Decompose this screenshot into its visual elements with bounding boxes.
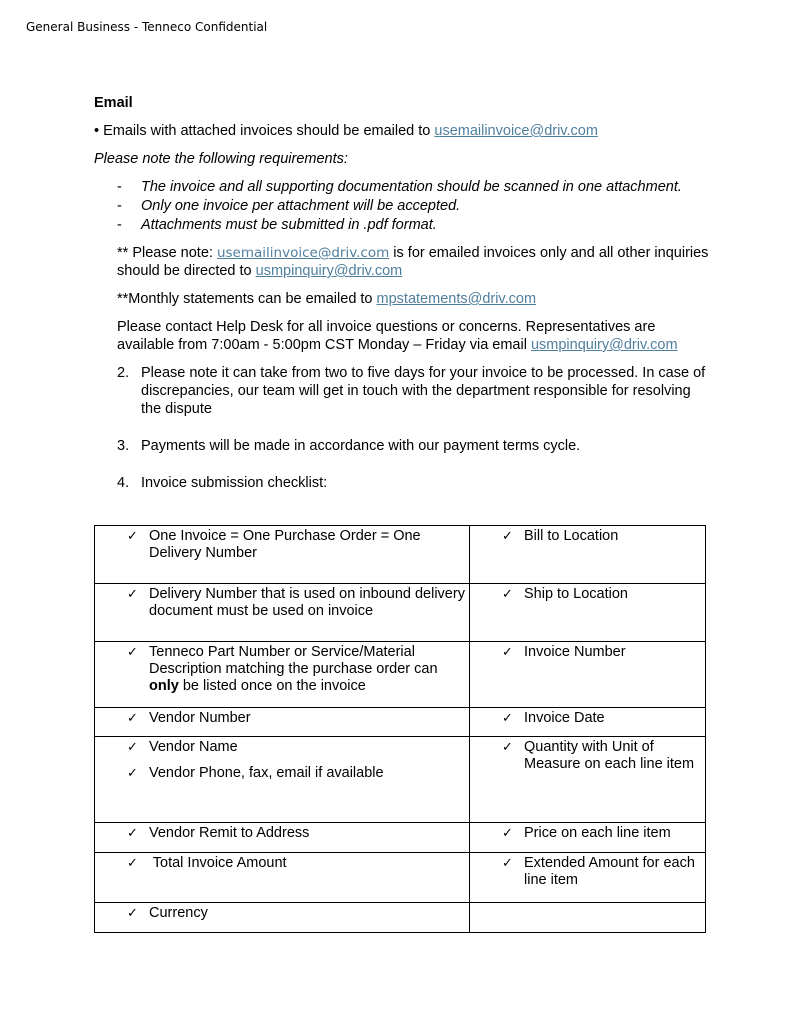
- checklist-cell-empty: [470, 903, 706, 933]
- helpdesk-email-link[interactable]: usmpinquiry@driv.com: [530, 337, 678, 353]
- check-icon: ✓: [502, 529, 513, 544]
- check-icon: ✓: [127, 740, 138, 755]
- invoice-email-note: ** Please note: usemailinvoice@driv.com is for emailed invoices only and all other inquiries should be directed to usmpinquiry@driv.com: [117, 245, 709, 279]
- inquiry-email-link[interactable]: usmpinquiry@driv.com: [255, 263, 403, 279]
- checklist-cell: ✓ One Invoice = One Purchase Order = One Delivery Number: [95, 526, 470, 584]
- check-icon: ✓: [127, 711, 138, 726]
- checklist-cell: ✓ Quantity with Unit of Measure on each line item: [470, 737, 706, 823]
- check-icon: ✓: [502, 711, 513, 726]
- requirement-item: - Only one invoice per attachment will be accepted.: [117, 198, 461, 214]
- check-icon: ✓: [127, 645, 138, 660]
- checklist-cell: ✓ Bill to Location: [470, 526, 706, 584]
- check-icon: ✓: [127, 906, 138, 921]
- statements-email-link[interactable]: mpstatements@driv.com: [376, 291, 537, 307]
- table-row: [95, 708, 706, 737]
- check-icon: ✓: [502, 740, 513, 755]
- check-icon: ✓: [502, 826, 513, 841]
- confidentiality-header: General Business - Tenneco Confidential: [26, 20, 268, 34]
- document-body: [94, 94, 710, 511]
- statements-note: **Monthly statements can be emailed to mpstatements@driv.com: [117, 291, 537, 307]
- checklist-cell: ✓ Vendor Remit to Address: [95, 823, 470, 853]
- table-row: [95, 903, 706, 933]
- invoice-checklist-table: [94, 525, 706, 933]
- checklist-cell: ✓ Total Invoice Amount: [95, 853, 470, 903]
- checklist-cell: ✓ Price on each line item: [470, 823, 706, 853]
- table-row: [95, 823, 706, 853]
- numbered-item: 2. Please note it can take from two to five days for your invoice to be processed. In case of discrepancies, our team will get in touch with the department responsible for resolving the dispute: [117, 365, 706, 417]
- invoice-email-line: [94, 122, 710, 140]
- checklist-cell: ✓ Vendor Number: [95, 708, 470, 737]
- checklist-cell: ✓ Ship to Location: [470, 584, 706, 642]
- check-icon: ✓: [127, 587, 138, 602]
- check-icon: ✓: [127, 529, 138, 544]
- checklist-cell: ✓ Delivery Number that is used on inbound delivery document must be used on invoice: [95, 584, 470, 642]
- requirement-item: - Attachments must be submitted in .pdf format.: [117, 217, 437, 233]
- check-icon: ✓: [127, 856, 138, 871]
- checklist-cell: ✓ Vendor Name ✓ Vendor Phone, fax, email if available: [95, 737, 470, 823]
- section-heading: Email: [94, 95, 133, 111]
- requirement-item: - The invoice and all supporting documentation should be scanned in one attachment.: [117, 179, 682, 195]
- check-icon: ✓: [502, 856, 513, 871]
- check-icon: ✓: [127, 766, 138, 781]
- helpdesk-note: Please contact Help Desk for all invoice questions or concerns. Representatives are available from 7:00am - 5:00pm CST Monday – Friday via email usmpinquiry@driv.com: [117, 319, 678, 353]
- checklist-cell: ✓ Currency: [95, 903, 470, 933]
- checklist-cell: ✓ Invoice Number: [470, 642, 706, 708]
- check-icon: ✓: [127, 826, 138, 841]
- check-icon: ✓: [502, 645, 513, 660]
- table-row: [95, 642, 706, 708]
- numbered-item: 3. Payments will be made in accordance with our payment terms cycle.: [117, 438, 581, 454]
- note-invoice-email-link[interactable]: usemailinvoice@driv.com: [216, 245, 390, 261]
- numbered-item: 4. Invoice submission checklist:: [117, 475, 328, 491]
- checklist-cell: ✓ Tenneco Part Number or Service/Material Description matching the purchase order can only be listed once on the invoice: [95, 642, 470, 708]
- bullet-text: • Emails with attached invoices should be emailed to: [94, 123, 435, 139]
- table-row: [95, 853, 706, 903]
- table-row: [95, 584, 706, 642]
- table-row: [95, 526, 706, 584]
- requirements-intro: Please note the following requirements:: [94, 151, 348, 167]
- invoice-email-link[interactable]: usemailinvoice@driv.com: [434, 123, 598, 139]
- checklist-cell: ✓ Extended Amount for each line item: [470, 853, 706, 903]
- checklist-cell: ✓ Invoice Date: [470, 708, 706, 737]
- requirements-list: [94, 178, 710, 234]
- check-icon: ✓: [502, 587, 513, 602]
- table-row: [95, 737, 706, 823]
